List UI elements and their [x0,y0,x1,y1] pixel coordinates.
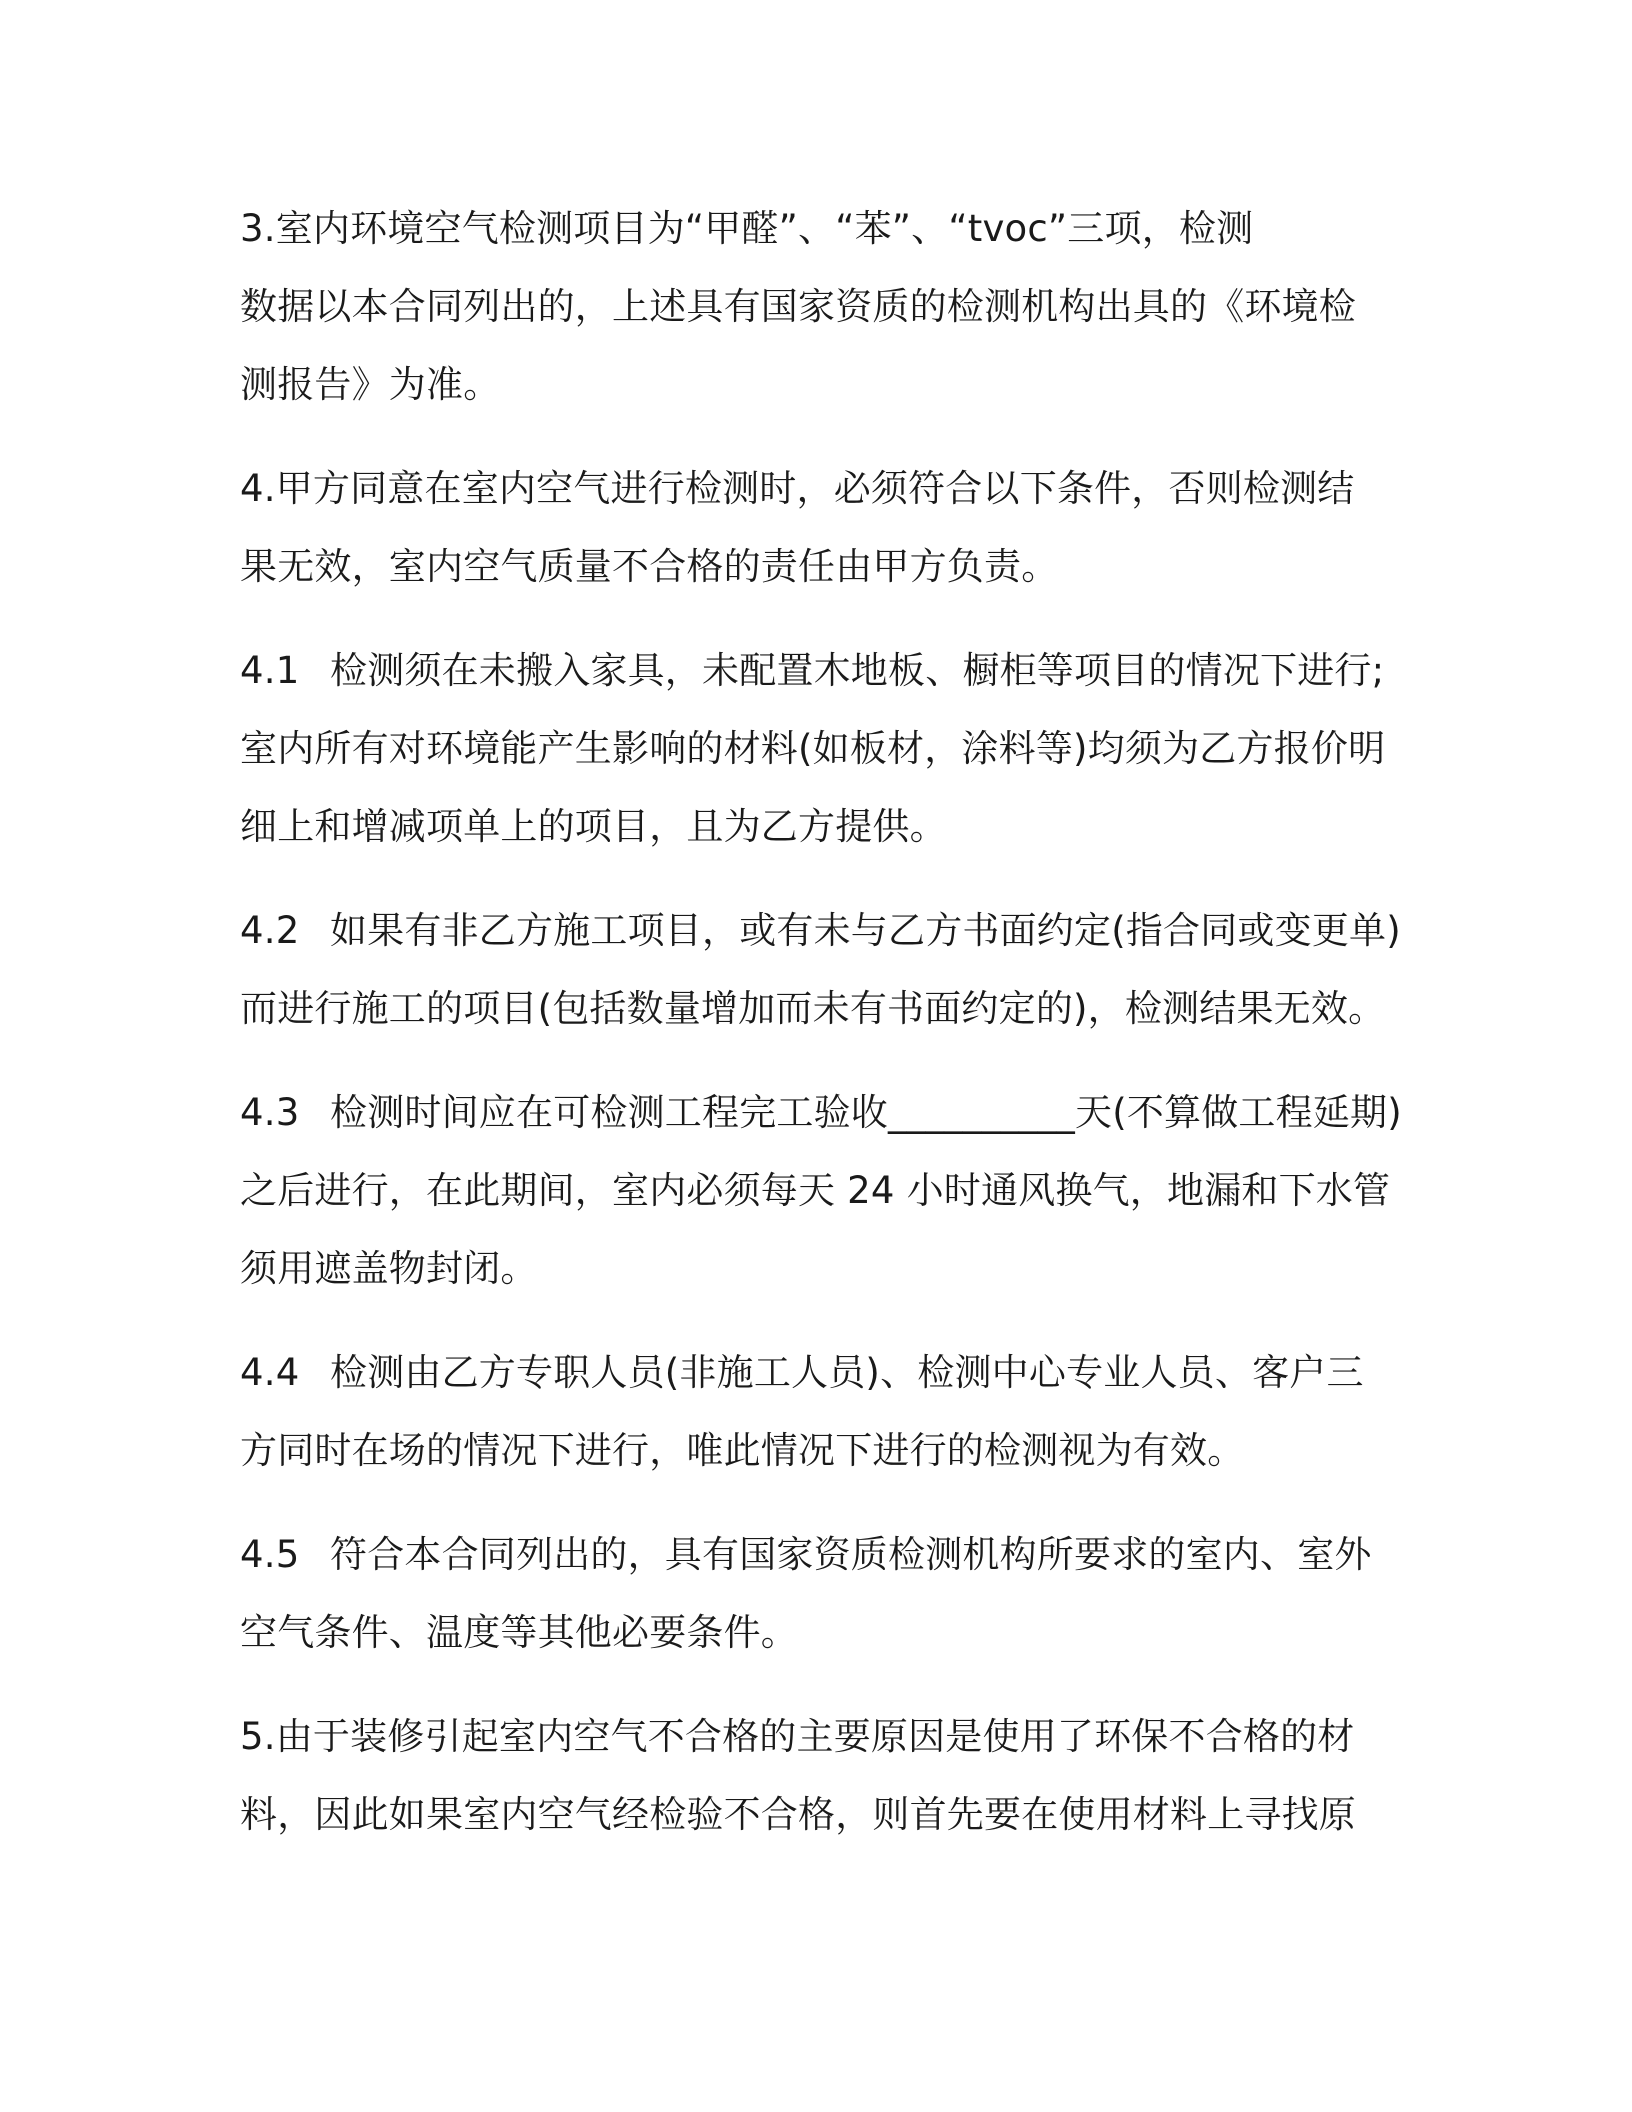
text-line: 须用遮盖物封闭。 [240,1247,538,1290]
text-line: 方同时在场的情况下进行，唯此情况下进行的检测视为有效。 [240,1429,1245,1472]
text-line: 4.甲方同意在室内空气进行检测时，必须符合以下条件，否则检测结 [240,467,1355,510]
text-line: 细上和增减项单上的项目，且为乙方提供。 [240,805,947,848]
clause-number: 4.2 [240,909,300,952]
paragraph-4-3 [240,1074,1420,1308]
paragraph-3 [240,190,1420,424]
clause-number: 4.4 [240,1351,300,1394]
text-line [240,1516,1420,1594]
clause-number: 4.3 [240,1091,300,1134]
paragraph-4 [240,450,1420,606]
text-line-content: 符合本合同列出的，具有国家资质检测机构所要求的室内、室外 [330,1533,1372,1576]
text-line [240,1074,1420,1152]
paragraph-4-4 [240,1334,1420,1490]
clause-number: 4.5 [240,1533,300,1576]
text-line [240,632,1420,710]
text-line-content: 检测时间应在可检测工程完工验收__________天(不算做工程延期) [330,1091,1402,1134]
text-line-content: 检测由乙方专职人员(非施工人员)、检测中心专业人员、客户三 [330,1351,1364,1394]
paragraph-4-2 [240,892,1420,1048]
paragraph-5 [240,1698,1420,1854]
text-line: 空气条件、温度等其他必要条件。 [240,1611,798,1654]
text-line-content: 检测须在未搬入家具，未配置木地板、橱柜等项目的情况下进行; [330,649,1385,692]
clause-number: 4.1 [240,649,300,692]
text-line: 数据以本合同列出的，上述具有国家资质的检测机构出具的《环境检 [240,285,1356,328]
paragraph-4-1 [240,632,1420,866]
text-line [240,1334,1420,1412]
text-line: 而进行施工的项目(包括数量增加而未有书面约定的)，检测结果无效。 [240,987,1386,1030]
document-body [240,190,1420,1880]
paragraph-4-5 [240,1516,1420,1672]
text-line: 5.由于装修引起室内空气不合格的主要原因是使用了环保不合格的材 [240,1715,1355,1758]
text-line: 料，因此如果室内空气经检验不合格，则首先要在使用材料上寻找原 [240,1793,1356,1836]
text-line: 测报告》为准。 [240,363,501,406]
text-line-content: 如果有非乙方施工项目，或有未与乙方书面约定(指合同或变更单) [330,909,1401,952]
text-line: 果无效，室内空气质量不合格的责任由甲方负责。 [240,545,1059,588]
text-line [240,892,1420,970]
text-line: 室内所有对环境能产生影响的材料(如板材，涂料等)均须为乙方报价明 [240,727,1386,770]
text-line: 3.室内环境空气检测项目为“甲醛”、“苯”、“tvoc”三项，检测 [240,207,1254,250]
text-line: 之后进行，在此期间，室内必须每天 24 小时通风换气，地漏和下水管 [240,1169,1391,1212]
